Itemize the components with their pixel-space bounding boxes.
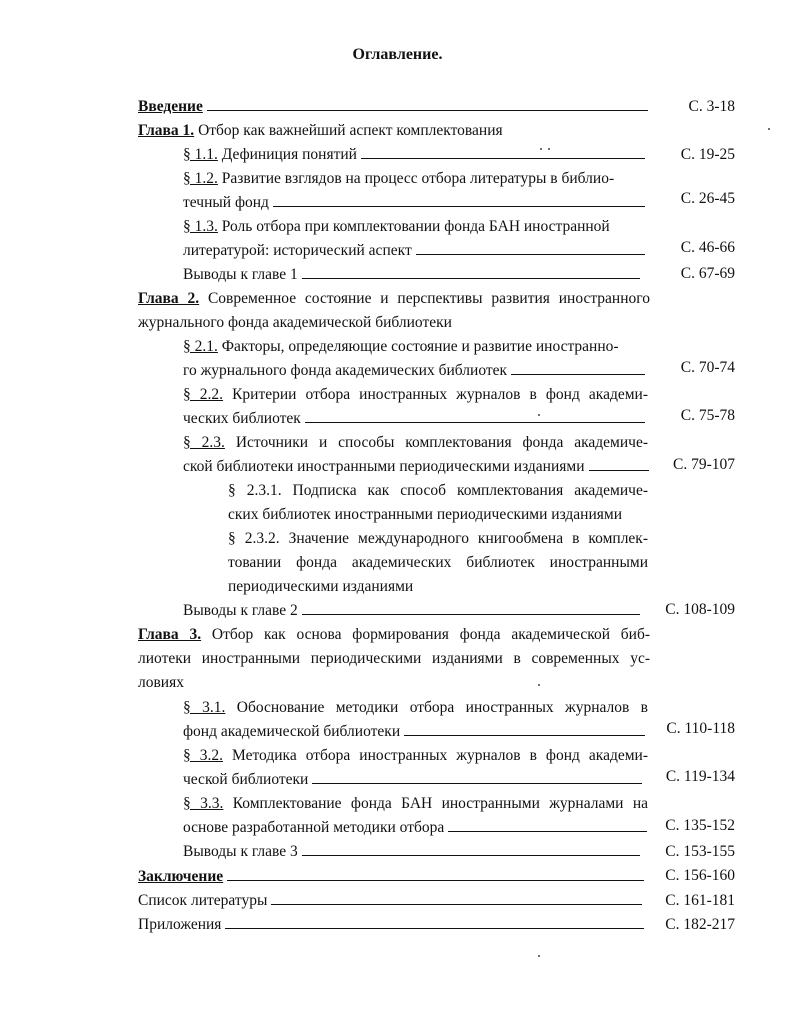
- toc-s1-2-cont: [183, 192, 645, 214]
- s2-2-text2: ческих библиотек: [183, 410, 301, 427]
- s3-1-text2: фонд академической библиотеки: [183, 723, 401, 740]
- toc-conclusion: [138, 866, 644, 888]
- s1-2-text1: Развитие взглядов на процесс отбора литературы в библио-: [217, 170, 615, 187]
- toc-s2-3-1-cont: [228, 504, 622, 526]
- toc-s3-3: [183, 793, 648, 815]
- appendix-label: Приложения: [138, 916, 222, 933]
- s1-2-pages: С. 26-45: [680, 190, 735, 207]
- ch2-title1: Современное состояние и перспективы развития иностранного: [199, 290, 650, 307]
- s3-2-num: § 3.2.: [183, 747, 224, 764]
- toc-ch3-conclusion: [183, 841, 640, 863]
- leader-line: [302, 841, 640, 856]
- s2-1-text2: го журнального фонда академических библиотек: [183, 362, 508, 379]
- s1-1-text: Дефиниция понятий: [217, 146, 357, 163]
- conclusion-pages: С. 156-160: [665, 867, 735, 884]
- scan-speck: [538, 414, 540, 416]
- ch2-title2: журнального фонда академической библиотеки: [138, 314, 452, 331]
- s2-2-pages: С. 75-78: [680, 407, 735, 424]
- scan-speck: [538, 955, 540, 957]
- toc-s2-3-1: [228, 480, 648, 502]
- leader-line: [404, 721, 645, 736]
- ch3-concl-pages: С. 153-155: [665, 843, 735, 860]
- ch2-heading: [138, 288, 650, 310]
- s1-3-pages: С. 46-66: [680, 239, 735, 256]
- toc-s2-2-cont: [183, 408, 645, 430]
- toc-s1-3: [183, 216, 648, 238]
- s2-3-text2: ской библиотеки иностранными периодическими изданиями: [183, 458, 585, 475]
- scan-speck: [768, 128, 770, 130]
- ch1-title: Отбор как важнейший аспект комплектования: [194, 122, 503, 139]
- toc-s3-2: [183, 745, 648, 767]
- s3-1-num: § 3.1.: [183, 699, 226, 716]
- toc-appendix: [138, 914, 644, 936]
- s2-3-2-text3: периодическими изданиями: [228, 578, 414, 595]
- leader-line: [273, 192, 645, 207]
- s3-2-text2: ческой библиотеки: [183, 771, 309, 788]
- page-title: Оглавление.: [352, 46, 443, 63]
- s1-3-text1: Роль отбора при комплектовании фонда БАН иностранной: [217, 218, 610, 235]
- toc-s1-1: [183, 144, 645, 166]
- toc-s2-3-2: [228, 528, 648, 550]
- ch3-heading-cont: [138, 648, 650, 670]
- s2-3-num: § 2.3.: [183, 434, 225, 451]
- s2-3-1-text2: ских библиотек иностранными периодическими изданиями: [228, 506, 623, 523]
- intro-pages: С. 3-18: [688, 98, 735, 115]
- leader-line: [416, 240, 645, 255]
- ch2-concl-pages: С. 108-109: [665, 601, 735, 618]
- s2-1-text1: Факторы, определяющие состояние и развитие иностранно-: [217, 338, 619, 355]
- leader-line: [361, 144, 645, 159]
- s3-3-text2: основе разработанной методики отбора: [183, 819, 445, 836]
- toc-s3-1: [183, 697, 648, 719]
- toc-s3-1-cont: [183, 721, 645, 743]
- toc-s3-2-cont: [183, 769, 642, 791]
- s3-3-text1: Комплектование фонда БАН иностранными журналами на: [223, 795, 648, 812]
- s2-1-pages: С. 70-74: [680, 359, 735, 376]
- ch1-concl-text: Выводы к главе 1: [183, 266, 298, 283]
- leader-line: [302, 264, 640, 279]
- s1-2-text2: течный фонд: [183, 194, 269, 211]
- s2-3-2-text2: товании фонда академических библиотек иностранными: [228, 554, 648, 571]
- ch3-title1: Отбор как основа формирования фонда академической биб-: [201, 626, 650, 643]
- appendix-pages: С. 182-217: [665, 916, 735, 933]
- leader-line: [511, 360, 645, 375]
- s2-2-text1: Критерии отбора иностранных журналов в фонд академи-: [223, 386, 648, 403]
- scan-speck: [548, 148, 550, 150]
- toc-s2-3: [183, 432, 648, 454]
- s3-2-pages: С. 119-134: [665, 768, 735, 785]
- toc-s2-3-2-cont2: [228, 576, 413, 598]
- toc-s2-1-cont: [183, 360, 645, 382]
- s2-3-1-text1: § 2.3.1. Подписка как способ комплектования академиче-: [228, 482, 648, 499]
- leader-line: [225, 914, 644, 929]
- scan-speck: [540, 148, 542, 150]
- references-pages: С. 161-181: [665, 892, 735, 909]
- references-label: Список литературы: [138, 892, 268, 909]
- s2-3-2-text1: § 2.3.2. Значение международного книгообмена в комплек-: [228, 530, 648, 547]
- s3-3-pages: С. 135-152: [665, 817, 735, 834]
- toc-s3-3-cont: [183, 817, 647, 839]
- ch3-heading: [138, 624, 650, 646]
- toc-s2-1: [183, 336, 648, 358]
- s1-3-text2: литературой: исторический аспект: [183, 242, 412, 259]
- s2-3-text1: Источники и способы комплектования фонда академиче-: [224, 434, 649, 451]
- leader-line: [312, 769, 642, 784]
- ch3-heading-cont2: [138, 672, 184, 694]
- toc-s2-2: [183, 384, 648, 406]
- toc-references: [138, 890, 642, 912]
- leader-line: [271, 890, 642, 905]
- scan-speck: [538, 684, 540, 686]
- ch2-concl-text: Выводы к главе 2: [183, 602, 298, 619]
- intro-label: Введение: [138, 98, 203, 115]
- s1-2-num: § 1.2.: [183, 170, 218, 187]
- ch3-concl-text: Выводы к главе 3: [183, 843, 298, 860]
- ch2-heading-cont: [138, 312, 452, 334]
- toc-s1-2: [183, 168, 648, 190]
- s1-1-pages: С. 19-25: [680, 146, 735, 163]
- ch1-num: Глава 1.: [138, 122, 195, 139]
- s2-3-pages: С. 79-107: [673, 456, 735, 473]
- toc-s2-3-cont: [183, 456, 649, 478]
- ch1-heading: [138, 120, 503, 142]
- ch3-title3: ловиях: [138, 674, 184, 691]
- leader-line: [302, 600, 640, 615]
- leader-line: [227, 866, 644, 881]
- conclusion-label: Заключение: [138, 868, 224, 885]
- leader-line: [589, 456, 649, 471]
- s3-1-text1: Обоснование методики отбора иностранных журналов в: [225, 699, 649, 716]
- leader-line: [448, 817, 647, 832]
- toc-ch2-conclusion: [183, 600, 640, 622]
- leader-line: [207, 96, 648, 111]
- ch3-num: Глава 3.: [138, 626, 202, 643]
- toc-intro: [138, 96, 648, 118]
- s2-2-num: § 2.2.: [183, 386, 224, 403]
- s1-1-num: § 1.1.: [183, 146, 218, 163]
- s3-2-text1: Методика отбора иностранных журналов в фонд академи-: [223, 747, 648, 764]
- s3-1-pages: С. 110-118: [666, 720, 735, 737]
- s3-3-num: § 3.3.: [183, 795, 224, 812]
- s2-1-num: § 2.1.: [183, 338, 218, 355]
- ch3-title2: лиотеки иностранными периодическими изданиями в современных ус-: [138, 650, 650, 667]
- ch1-concl-pages: С. 67-69: [680, 265, 735, 282]
- toc-s2-3-2-cont: [228, 552, 648, 574]
- s1-3-num: § 1.3.: [183, 218, 218, 235]
- ch2-num: Глава 2.: [138, 290, 200, 307]
- toc-s1-3-cont: [183, 240, 645, 262]
- toc-ch1-conclusion: [183, 264, 640, 286]
- leader-line: [305, 408, 645, 423]
